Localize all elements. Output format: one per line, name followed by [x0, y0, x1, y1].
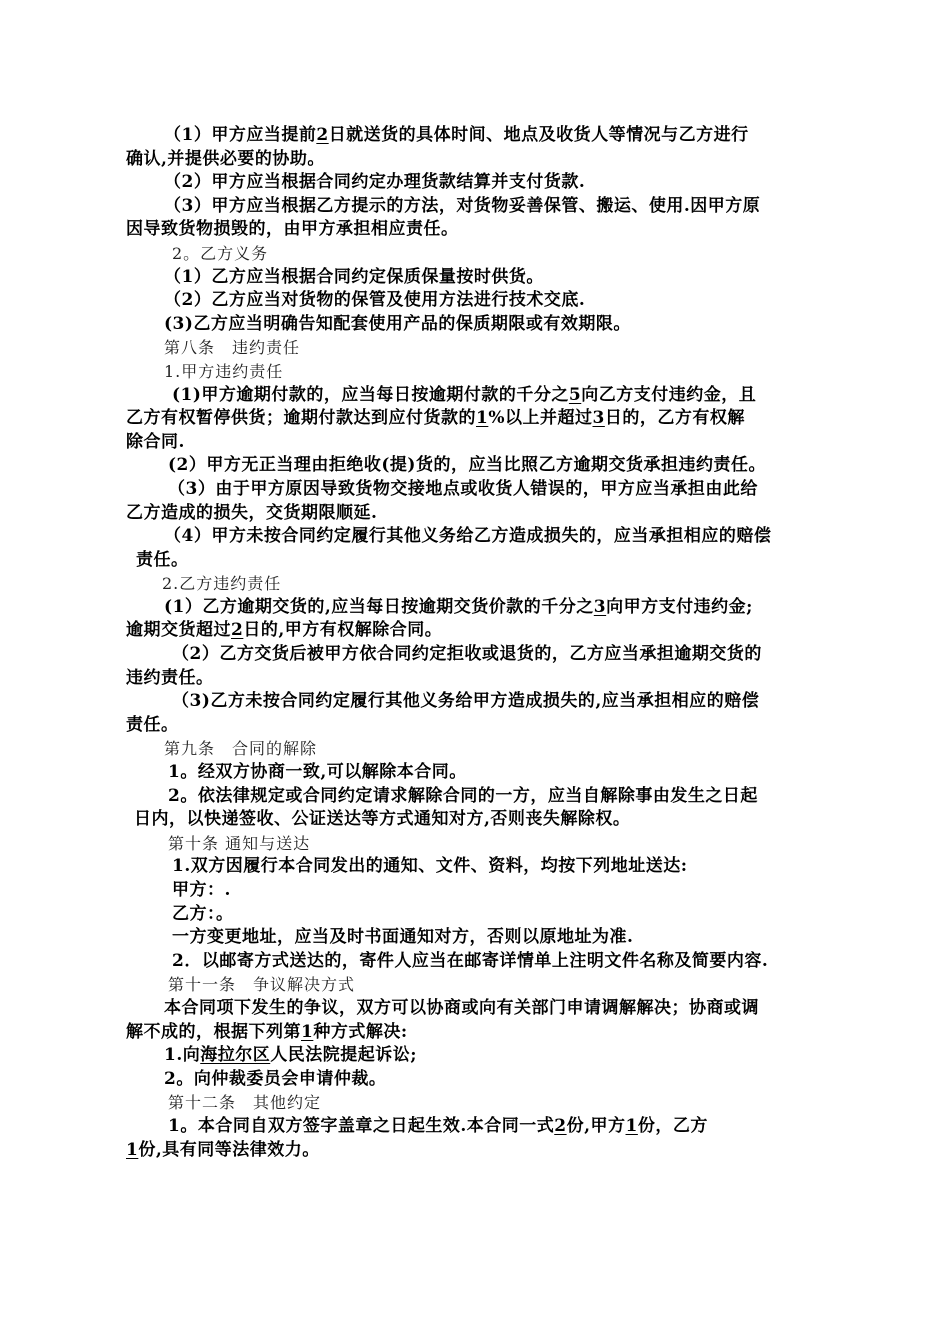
text-segment: （3）由于甲方原因导致货物交接地点或收货人错误的，甲方应当承担由此给 [168, 478, 758, 499]
text-line [126, 502, 826, 526]
text-segment: （3)乙方未按合同约定履行其他义务给甲方造成损失的,应当承担相应的赔偿 [172, 691, 760, 712]
text-segment: 第九条 合同的解除 [164, 739, 318, 759]
contract-body [126, 124, 826, 1162]
text-segment: （3）甲方应当根据乙方提示的方法，对货物妥善保管、搬运、使用.因甲方原 [164, 195, 761, 216]
text-segment: %以上并超过 [488, 408, 593, 429]
text-segment: 本合同项下发生的争议，双方可以协商或向有关部门申请调解解决；协商或调 [164, 997, 759, 1018]
section-heading [126, 336, 826, 360]
text-line [126, 1068, 826, 1092]
text-line [126, 124, 826, 148]
filled-blank: 2 [316, 125, 329, 145]
text-segment: 人民法院提起诉讼; [270, 1045, 418, 1066]
text-line [126, 714, 826, 738]
text-segment: 一方变更地址，应当及时书面通知对方，否则以原地址为准. [172, 927, 634, 948]
filled-blank: 海拉尔区 [200, 1045, 271, 1066]
text-line [126, 313, 826, 337]
text-line [126, 218, 826, 242]
text-segment: 第十一条 争议解决方式 [168, 975, 356, 995]
text-segment: 第八条 违约责任 [164, 338, 301, 358]
text-segment: 第十条 通知与送达 [168, 833, 311, 853]
text-segment: 2。乙方义务 [172, 243, 269, 263]
text-segment: 违约责任。 [126, 667, 214, 688]
text-segment: 乙方：。 [172, 903, 234, 924]
text-segment: 份,甲方 [566, 1115, 626, 1136]
text-line [126, 171, 826, 195]
text-line [126, 1021, 826, 1045]
text-segment: 向甲方支付违约金; [606, 596, 753, 617]
text-line [126, 266, 826, 290]
text-segment: 除合同. [126, 431, 185, 452]
text-line [126, 855, 826, 879]
text-segment: 1。经双方协商一致,可以解除本合同。 [168, 762, 467, 783]
text-line [126, 643, 826, 667]
text-segment: 第十二条 其他约定 [168, 1093, 322, 1113]
text-segment: 甲方：. [172, 880, 231, 900]
text-segment: 日就送货的具体时间、地点及收货人等情况与乙方进行 [328, 125, 749, 145]
text-segment: （2）乙方交货后被甲方依合同约定拒收或退货的，乙方应当承担逾期交货的 [172, 644, 762, 665]
text-segment: 2．以邮寄方式送达的，寄件人应当在邮寄详情单上注明文件名称及简要内容. [172, 950, 769, 971]
text-line [126, 431, 826, 455]
text-line [126, 879, 826, 903]
section-heading [126, 973, 826, 997]
text-segment: 1.甲方违约责任 [164, 361, 284, 381]
filled-blank: 2 [554, 1115, 567, 1136]
text-segment: 向乙方支付违约金，且 [581, 384, 757, 405]
section-heading [126, 737, 826, 761]
text-line [126, 1115, 826, 1139]
filled-blank: 5 [568, 384, 582, 405]
text-line [126, 903, 826, 927]
text-segment: 日内，以快递签收、公证送达等方式通知对方,否则丧失解除权。 [134, 809, 631, 830]
text-line [126, 1044, 826, 1068]
text-line [126, 997, 826, 1021]
text-segment: 日的，乙方有权解 [604, 408, 745, 429]
text-segment: 责任。 [126, 714, 179, 735]
text-line [126, 478, 826, 502]
section-heading [126, 242, 826, 266]
text-line [126, 1139, 826, 1163]
text-line [126, 549, 826, 573]
filled-blank: 2 [231, 620, 244, 641]
filled-blank: 1 [301, 1021, 314, 1042]
text-segment: （1）甲方应当提前 [164, 125, 317, 145]
filled-blank: 3 [592, 408, 605, 429]
section-heading [126, 360, 826, 384]
text-segment: 逾期交货超过 [126, 620, 231, 641]
text-line [126, 148, 826, 172]
text-segment: 日的,甲方有权解除合同。 [243, 620, 443, 641]
text-segment: 确认,并提供必要的协助。 [126, 148, 325, 169]
text-segment: 责任。 [136, 549, 189, 570]
text-segment: (1）乙方逾期交货的,应当每日按逾期交货价款的千分之 [164, 596, 594, 617]
section-heading [126, 572, 826, 596]
filled-blank: 1 [126, 1139, 139, 1160]
filled-blank: 3 [593, 596, 607, 617]
text-line [126, 761, 826, 785]
text-line [126, 619, 826, 643]
text-line [126, 926, 826, 950]
text-segment: 1.向 [164, 1045, 201, 1066]
text-line [126, 195, 826, 219]
section-heading [126, 1091, 826, 1115]
text-segment: (1)甲方逾期付款的，应当每日按逾期付款的千分之 [172, 384, 569, 405]
text-segment: (2）甲方无正当理由拒绝收(提)货的，应当比照乙方逾期交货承担违约责任。 [168, 455, 766, 476]
filled-blank: 1 [625, 1115, 638, 1136]
text-segment: (3)乙方应当明确告知配套使用产品的保质期限或有效期限。 [164, 313, 631, 334]
text-line [126, 667, 826, 691]
text-segment: 种方式解决: [313, 1021, 408, 1042]
text-line [126, 808, 826, 832]
text-segment: 2。依法律规定或合同约定请求解除合同的一方，应当自解除事由发生之日起 [168, 785, 758, 806]
text-line [126, 525, 826, 549]
text-segment: 1.双方因履行本合同发出的通知、文件、资料，均按下列地址送达: [172, 856, 688, 877]
text-line [126, 407, 826, 431]
text-segment: （4）甲方未按合同约定履行其他义务给乙方造成损失的，应当承担相应的赔偿 [164, 526, 772, 547]
text-segment: （2）乙方应当对货物的保管及使用方法进行技术交底. [164, 290, 586, 311]
text-segment: 2.乙方违约责任 [162, 574, 282, 594]
text-segment: 乙方造成的损失，交货期限顺延. [126, 502, 378, 523]
text-line [126, 690, 826, 714]
text-segment: （1）乙方应当根据合同约定保质保量按时供货。 [164, 266, 544, 287]
text-line [126, 384, 826, 408]
text-segment: 1。本合同自双方签字盖章之日起生效.本合同一式 [168, 1115, 555, 1136]
section-heading [126, 832, 826, 856]
text-line [126, 454, 826, 478]
text-segment: 份，乙方 [637, 1115, 708, 1136]
text-segment: 解不成的，根据下列第 [126, 1021, 301, 1042]
text-segment: 份,具有同等法律效力。 [138, 1139, 320, 1160]
text-segment: 2。向仲裁委员会申请仲裁。 [164, 1068, 387, 1089]
text-line [126, 950, 826, 974]
text-segment: （2）甲方应当根据合同约定办理货款结算并支付货款. [164, 172, 586, 193]
text-line [126, 596, 826, 620]
text-line [126, 785, 826, 809]
text-segment: 乙方有权暂停供货；逾期付款达到应付货款的 [126, 408, 476, 429]
text-segment: 因导致货物损毁的，由甲方承担相应责任。 [126, 219, 459, 240]
text-line [126, 289, 826, 313]
filled-blank: 1 [476, 408, 489, 429]
